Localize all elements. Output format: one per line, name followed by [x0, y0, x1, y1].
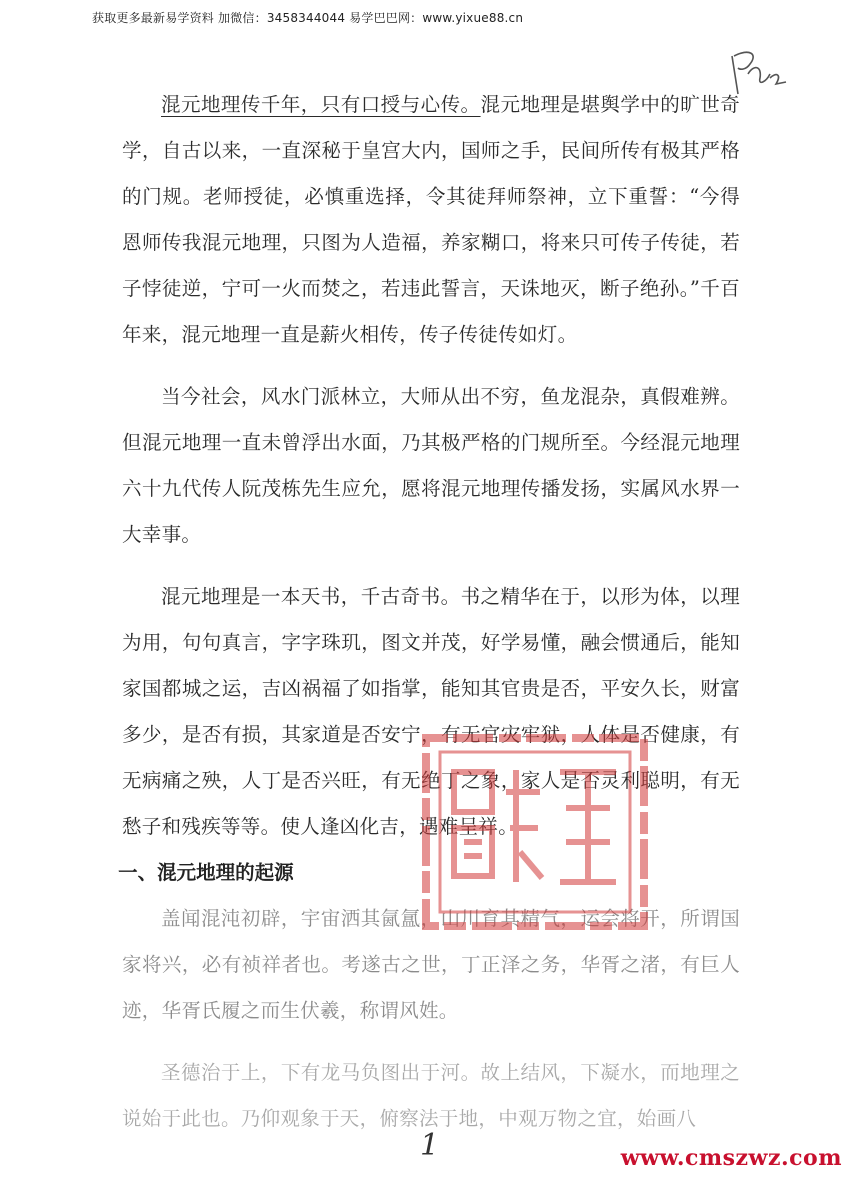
underlined-phrase: 混元地理传千年，只有口授与心传。	[161, 93, 481, 116]
page-number: 1	[420, 1128, 440, 1163]
red-seal-stamp	[420, 732, 650, 932]
paragraph-2: 当今社会，风水门派林立，大师从出不穷，鱼龙混杂，真假难辨。但混元地理一直未曾浮出水面，乃其极严格的门规所至。今经混元地理六十九代传人阮茂栋先生应允，愿将混元地理传播发扬，实属风水界一大幸事。	[122, 385, 740, 546]
paragraph-1-text: 混元地理是堪舆学中的旷世奇学，自古以来，一直深秘于皇宫大内，国师之手，民间所传有极其严格的门规。老师授徒，必慎重选择，令其徒拜师祭神，立下重誓：“今得恩师传我混元地理，只图为人造福，养家糊口，将来只可传子传徒，若子悖徒逆，宁可一火而焚之，若违此誓言，天诛地灭，断子绝孙。”千百年来，混元地理一直是薪火相传，传子传徒传如灯。	[122, 93, 740, 346]
paragraph-4: 盖闻混沌初辟，宇宙洒其氤氲，山川育其精气，运会将开，所谓国家将兴，必有祯祥者也。考遂古之世，丁正泽之务，华胥之渚，有巨人迹，华胥氏履之而生伏羲，称谓风姓。	[122, 907, 740, 1022]
paragraph-1	[122, 82, 740, 358]
section-heading: 一、混元地理的起源	[118, 861, 294, 884]
page-header: 获取更多最新易学资料 加微信：3458344044 易学巴巴网：www.yixue88.cn	[92, 11, 524, 25]
document-body	[118, 82, 740, 1142]
paragraph-5: 圣德治于上，下有龙马负图出于河。故上结风，下凝水，而地理之说始于此也。乃仰观象于天，俯察法于地，中观万物之宜，始画八	[122, 1061, 740, 1130]
site-watermark: www.cmszwz.com	[620, 1145, 842, 1171]
paragraph-3: 混元地理是一本天书，千古奇书。书之精华在于，以形为体，以理为用，句句真言，字字珠玑，图文并茂，好学易懂，融会惯通后，能知家国都城之运，吉凶祸福了如指掌，能知其官贵是否，平安久长，财富多少，是否有损，其家道是否安宁，有无官灾牢狱，人体是否健康，有无病痛之殃，人丁是否兴旺，有无绝丁之象，家人是否灵利聪明，有无愁子和残疾等等。使人逢凶化吉，遇难呈祥。	[122, 585, 740, 838]
